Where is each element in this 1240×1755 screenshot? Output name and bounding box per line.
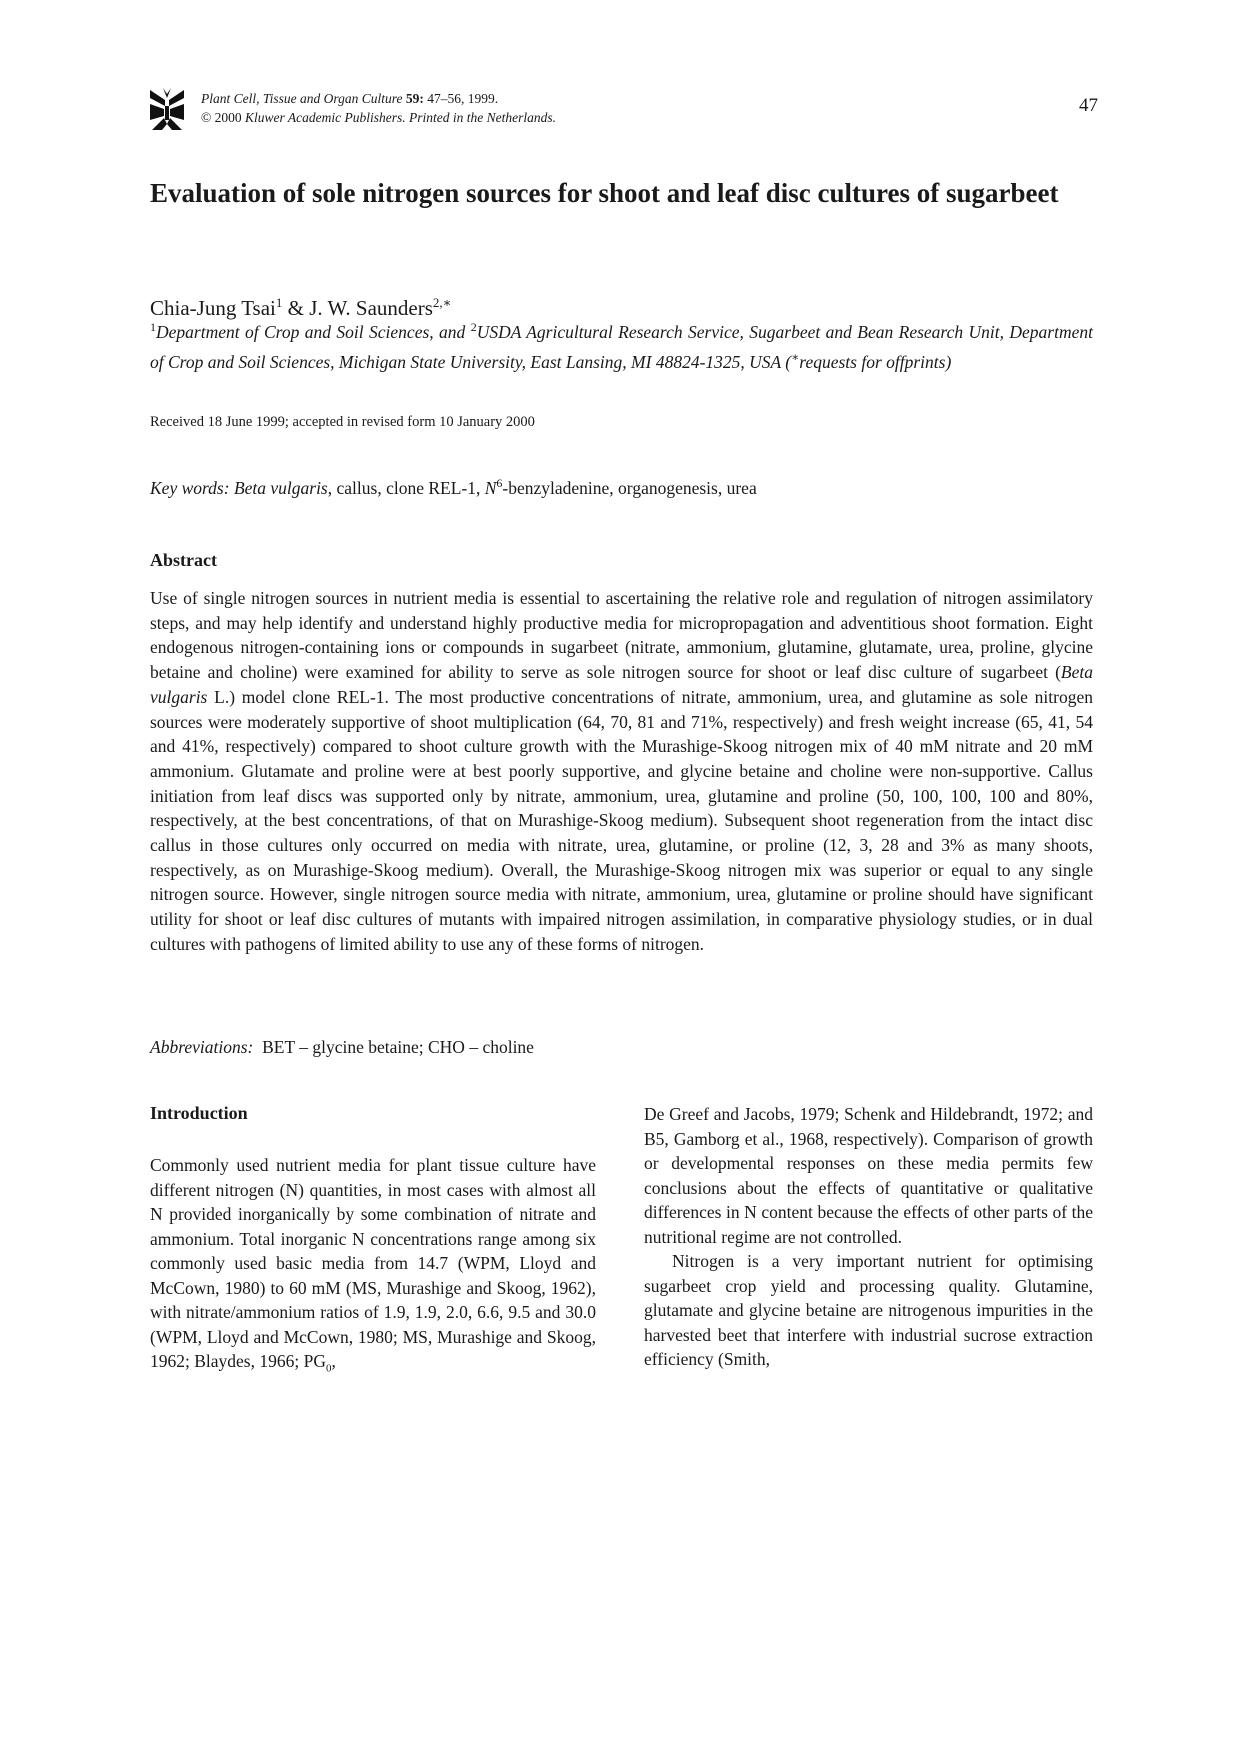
keywords bbox=[150, 476, 757, 499]
introduction-paragraph: Commonly used nutrient media for plant tissue culture have different nitrogen (N) quantities, in most cases with almost all N provided inorganically by some combination of nitrate and ammonium. Total inorganic N concentrations range among six commonly used basic media from 14.7 (WPM, Lloyd and McCown, 1980) to 60 mM (MS, Murashige and Skoog, 1962), with nitrate/ammonium ratios of 1.9, 1.9, 2.0, 6.6, 9.5 and 30.0 (WPM, Lloyd and McCown, 1980; MS, Murashige and Skoog, 1962; Blaydes, 1966; PG bbox=[150, 1155, 596, 1371]
journal-volume: 59: bbox=[405, 91, 424, 106]
keyword-n: N bbox=[484, 477, 497, 498]
abstract-body: Use of single nitrogen sources in nutrient media is essential to ascertaining the relative role and regulation of nitrogen assimilatory steps, and may help identify and understand highly productive media for micropropagation and adventitious shoot formation. Eight endogenous nitrogen-containing ions or compounds in sugarbeet (nitrate, ammonium, glutamine, glutamate, urea, proline, glycine betaine and choline) were examined for ability to serve as sole nitrogen source for shoot or leaf disc culture of sugarbeet ( bbox=[150, 588, 1093, 683]
punctuation: , bbox=[331, 1351, 336, 1371]
affiliation-marker: 1 bbox=[150, 320, 156, 334]
affiliation bbox=[150, 315, 1093, 375]
keywords-label: Key words: bbox=[150, 477, 230, 498]
paper-title: Evaluation of sole nitrogen sources for shoot and leaf disc cultures of sugarbeet bbox=[150, 178, 1059, 208]
affiliation-text: requests for offprints) bbox=[799, 351, 952, 372]
publisher-logo-icon bbox=[150, 86, 184, 130]
keyword-superscript: 6 bbox=[496, 476, 503, 490]
copyright-year: 2000 bbox=[214, 110, 242, 125]
copyright-line bbox=[201, 108, 556, 127]
author-superscript: 1 bbox=[275, 295, 283, 310]
affiliation-text: USDA Agricultural Research Service, Sugarbeet and Bean Research Unit, Department of Crop and Soil Sciences, Michigan State University, East Lansing, MI 48824-1325, USA ( bbox=[150, 321, 1093, 372]
author-superscript: 2,∗ bbox=[432, 295, 452, 310]
keyword-species: Beta vulgaris bbox=[233, 477, 328, 498]
publisher-name: Kluwer Academic Publishers. bbox=[245, 110, 406, 125]
copyright-symbol: © bbox=[201, 110, 212, 125]
journal-pages-year: 47–56, 1999. bbox=[427, 91, 499, 106]
abbreviations bbox=[150, 1037, 534, 1058]
affiliation-marker: 2 bbox=[470, 320, 477, 334]
journal-citation bbox=[201, 89, 556, 127]
abbreviations-text: BET – glycine betaine; CHO – choline bbox=[262, 1037, 534, 1057]
author-separator: & bbox=[287, 296, 304, 320]
abbreviations-label: Abbreviations: bbox=[150, 1037, 254, 1057]
introduction-heading: Introduction bbox=[150, 1103, 248, 1123]
introduction-paragraph: Nitrogen is a very important nutrient for optimising sugarbeet crop yield and processing quality. Glutamine, glutamate and glycine betaine are nitrogenous impurities in the harvested beet that interfere with industrial sucrose extraction efficiency (Smith, bbox=[644, 1251, 1093, 1369]
abstract-species: Beta vulgaris bbox=[150, 662, 1093, 707]
abstract-body: L.) model clone REL-1. The most productive concentrations of nitrate, ammonium, urea, and glutamine as sole nitrogen sources were moderately supportive of shoot multiplication (64, 70, 81 and 71%, respectively) and fresh weight increase (65, 41, 54 and 41%, respectively) compared to shoot culture growth with the Murashige-Skoog nitrogen mix of 40 mM nitrate and 20 mM ammonium. Glutamate and proline were at best poorly supportive, and glycine betaine and choline were non-supportive. Callus initiation from leaf discs was supported only by nitrate, ammonium, urea, glutamine and proline (50, 100, 100, 100 and 80%, respectively, at the best concentrations, of that on Murashige-Skoog medium). Subsequent shoot regeneration from the intact disc callus in those cultures only occurred on media with nitrate, urea, glutamine, or proline (12, 3, 28 and 3% as many shoots, respectively, as on Murashige-Skoog medium). Overall, the Murashige-Skoog nitrogen mix was superior or equal to any single nitrogen source. However, single nitrogen source media with nitrate, ammonium, urea, glutamine or proline should have significant utility for shoot or leaf disc cultures of mutants with impaired nitrogen assimilation, in comparative physiology studies, or in dual cultures with pathogens of limited ability to use any of these forms of nitrogen. bbox=[150, 686, 1093, 954]
author-name: Chia-Jung Tsai bbox=[150, 296, 276, 320]
affiliation-text: Department of Crop and Soil Sciences, and bbox=[156, 321, 471, 342]
introduction-right-column bbox=[644, 1102, 1093, 1372]
page-number: 47 bbox=[1079, 95, 1098, 116]
keyword-list: -benzyladenine, organogenesis, urea bbox=[502, 477, 757, 498]
keyword-list: , callus, clone REL-1, bbox=[327, 477, 485, 498]
introduction-left-column bbox=[150, 1153, 596, 1381]
subscript: 0 bbox=[325, 1362, 332, 1375]
received-dates: Received 18 June 1999; accepted in revised form 10 January 2000 bbox=[150, 414, 535, 430]
abstract-text bbox=[150, 586, 1093, 957]
offprint-marker: ∗ bbox=[791, 349, 800, 364]
abstract-heading: Abstract bbox=[150, 550, 217, 570]
printed-note: Printed in the Netherlands. bbox=[409, 110, 556, 125]
introduction-paragraph: De Greef and Jacobs, 1979; Schenk and Hildebrandt, 1972; and B5, Gamborg et al., 1968, respectively). Comparison of growth or developmental responses on these media permits few conclusions about the effects of quantitative or qualitative differences in N content because the effects of other parts of the nutritional regime are not controlled. bbox=[644, 1104, 1093, 1247]
author-name: J. W. Saunders bbox=[309, 296, 433, 320]
journal-line bbox=[201, 89, 556, 108]
journal-name: Plant Cell, Tissue and Organ Culture bbox=[201, 91, 403, 106]
